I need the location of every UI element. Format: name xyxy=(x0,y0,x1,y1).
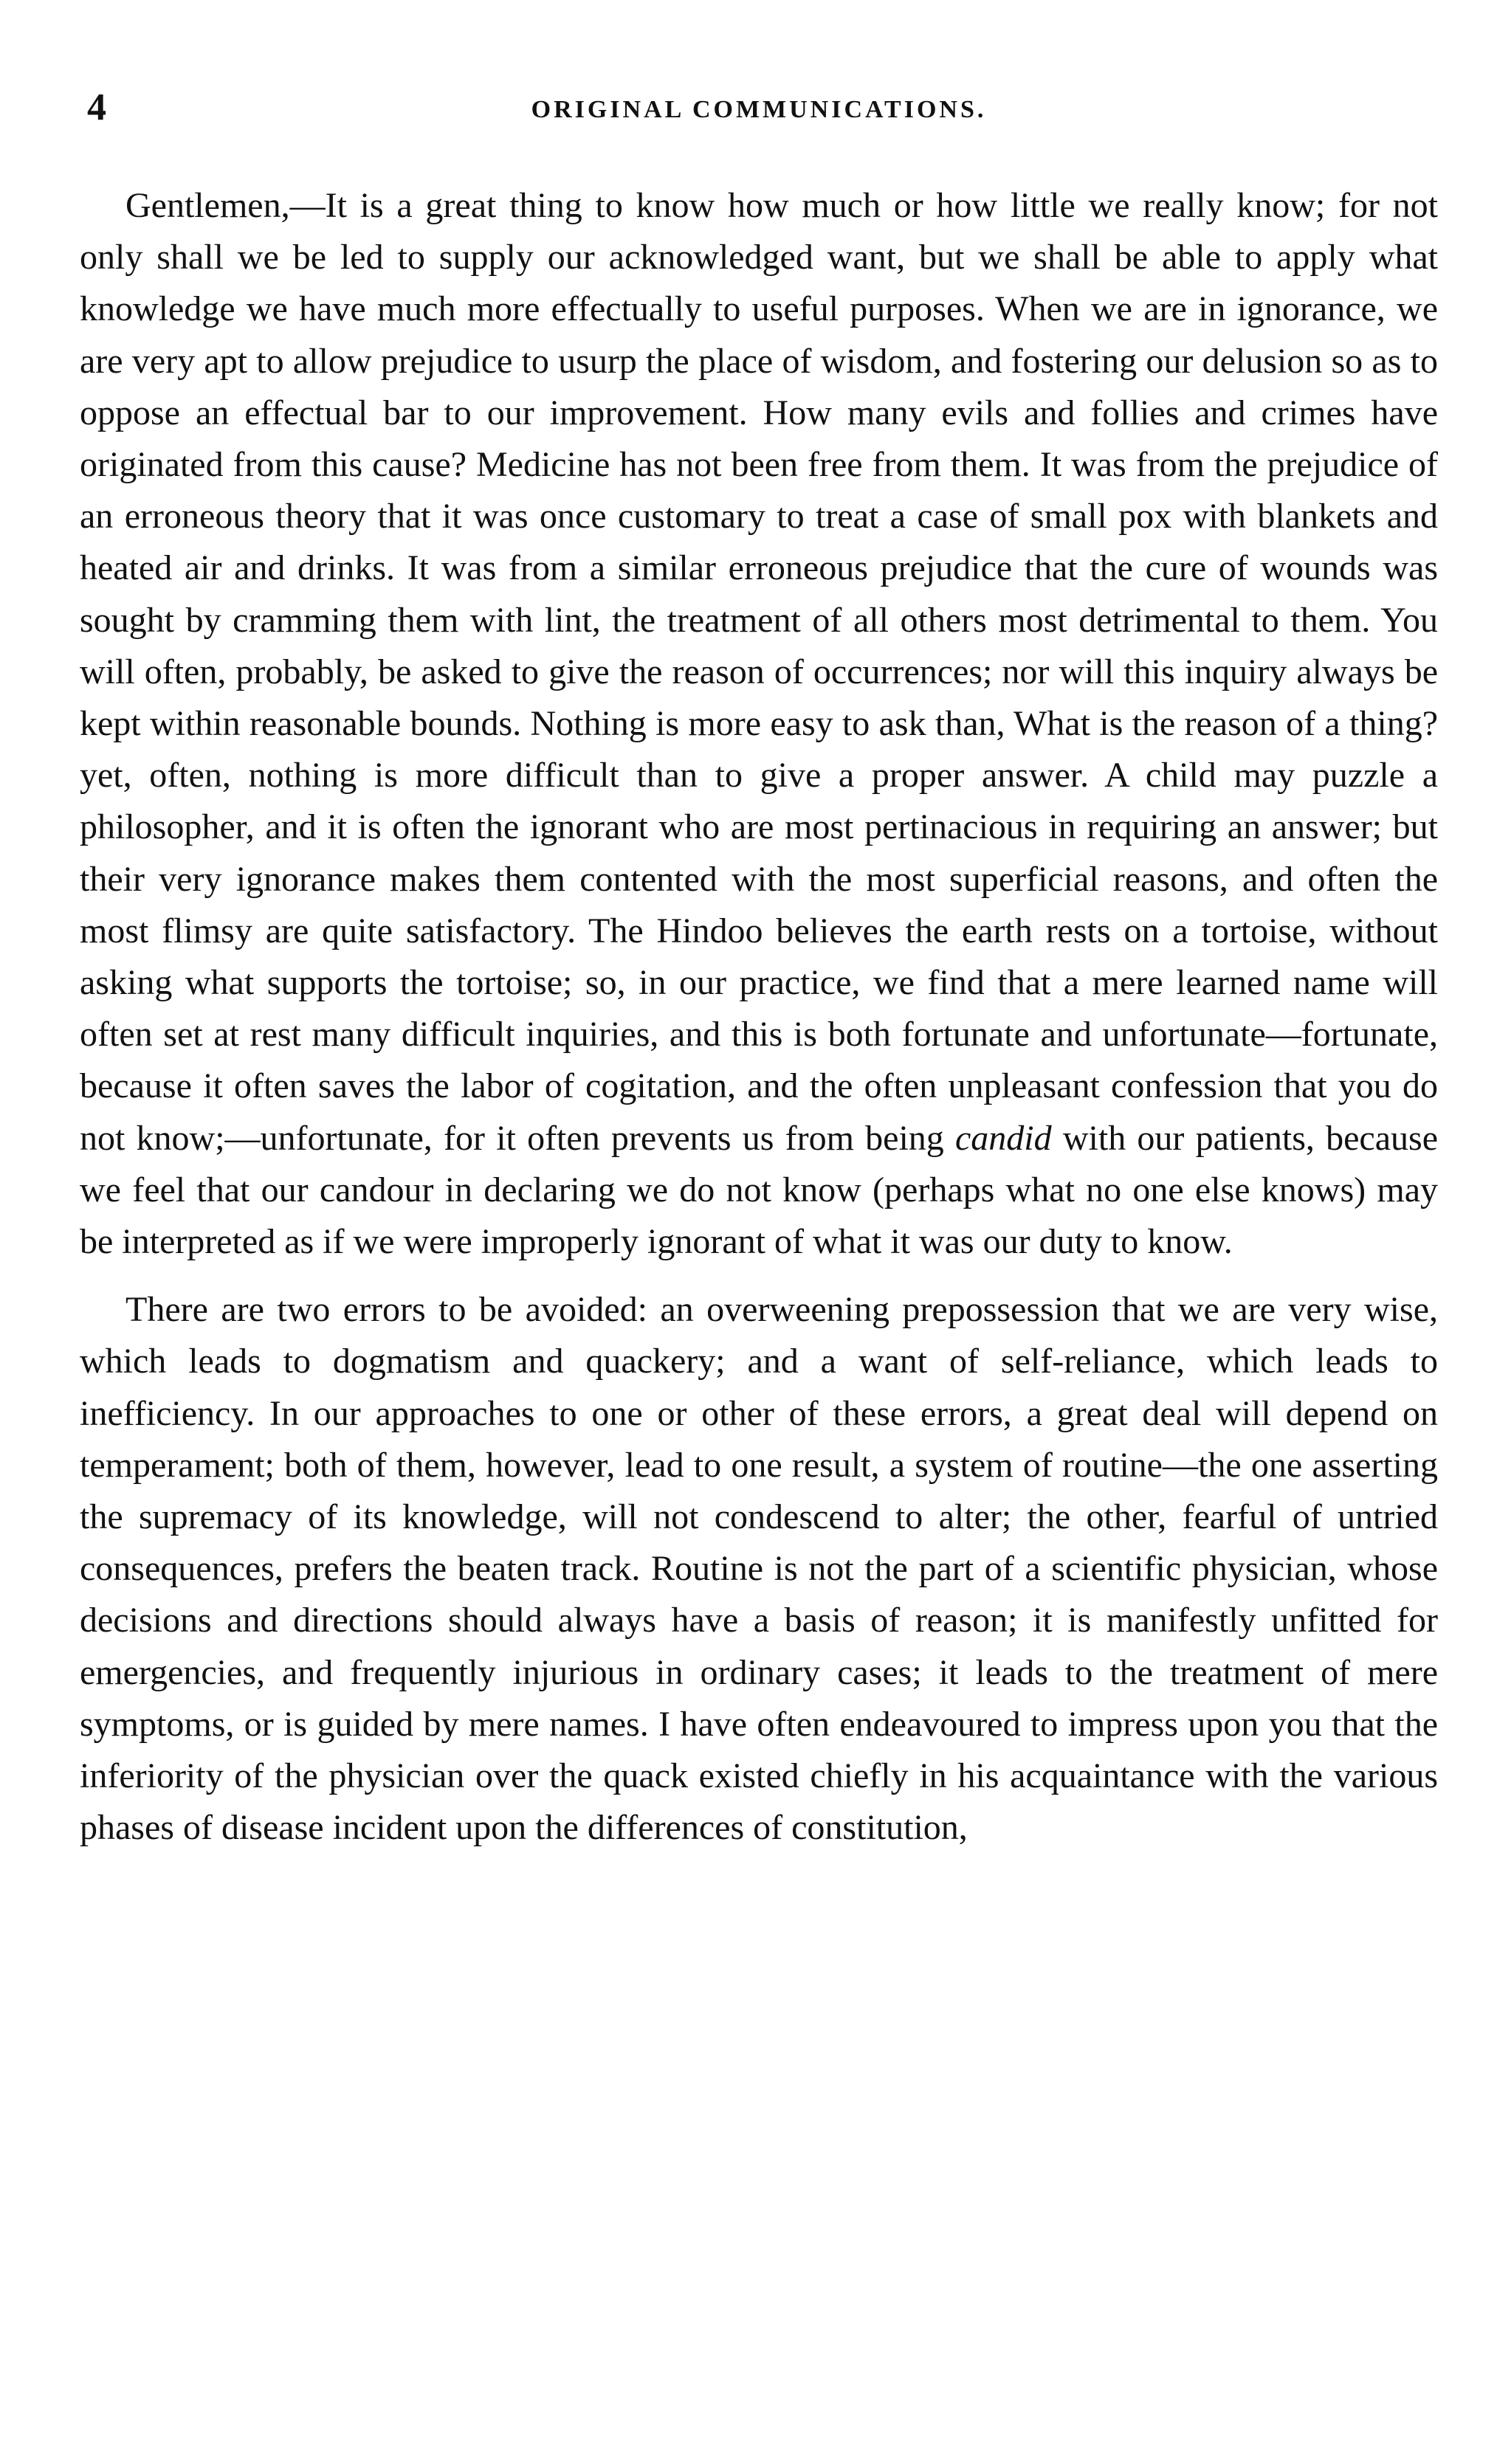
paragraph-2: There are two errors to be avoided: an overweening prepossession that we are very wise, which leads to dogmatism and quackery; and a want of self-reliance, which leads to inefficiency. In our approaches to one or other of these errors, a great deal will depend on temperament; both of them, however, lead to one result, a system of routine—the one asserting the supremacy of its knowledge, will not condescend to alter; the other, fearful of untried consequences, prefers the beaten track. Routine is not the part of a scientific physician, whose decisions and directions should always have a basis of reason; it is manifestly unfitted for emergencies, and frequently injurious in ordinary cases; it leads to the treatment of mere symptoms, or is guided by mere names. I have often endeavoured to impress upon you that the inferiority of the physician over the quack existed chiefly in his acquaintance with the various phases of disease incident upon the differences of constitution, xyxy=(80,1290,1438,1848)
paragraph-1-text-end: with our patients, because we feel that our candour in declaring we do not know (perhaps what no one else knows) may be interpreted as if we were improperly ignorant of what it was our duty to know. xyxy=(80,1118,1439,1262)
paragraph-1 xyxy=(80,180,1438,1268)
page-number: 4 xyxy=(87,86,106,128)
emphasized-word: candid xyxy=(955,1118,1052,1158)
book-page xyxy=(80,74,1438,2435)
running-title: ORIGINAL COMMUNICATIONS. xyxy=(531,96,987,123)
paragraph-1-text-start: Gentlemen,—It is a great thing to know how much or how little we really know; for not only shall we be led to supply our acknowledged want, but we shall be able to apply what knowledge we have much more effectually to useful purposes. When we are in ignorance, we are very apt to allow prejudice to usurp the place of wisdom, and fostering our delusion so as to oppose an effectual bar to our improvement. How many evils and follies and crimes have originated from this cause? Medicine has not been free from them. It was from the prejudice of an erroneous theory that it was once customary to treat a case of small pox with blankets and heated air and drinks. It was from a similar erroneous prejudice that the cure of wounds was sought by cramming them with lint, the treatment of all others most detrimental to them. You will often, probably, be asked to give the reason of occurrences; nor will this inquiry always be kept within reasonable bounds. Nothing is more easy to ask than, What is the reason of a thing? yet, often, nothing is more difficult than to give a proper answer. A child may puzzle a philosopher, and it is often the ignorant who are most pertinacious in requiring an answer; but their very ignorance makes them contented with the most superficial reasons, and often the most flimsy are quite satisfactory. The Hindoo believes the earth rests on a tortoise, without asking what supports the tortoise; so, in our practice, we find that a mere learned name will often set at rest many difficult inquiries, and this is both fortunate and unfortunate—fortunate, because it often saves the labor of cogitation, and the often unpleasant confession that you do not know;—unfortunate, for it often prevents us from being xyxy=(80,186,1438,1158)
running-head xyxy=(80,74,1438,140)
